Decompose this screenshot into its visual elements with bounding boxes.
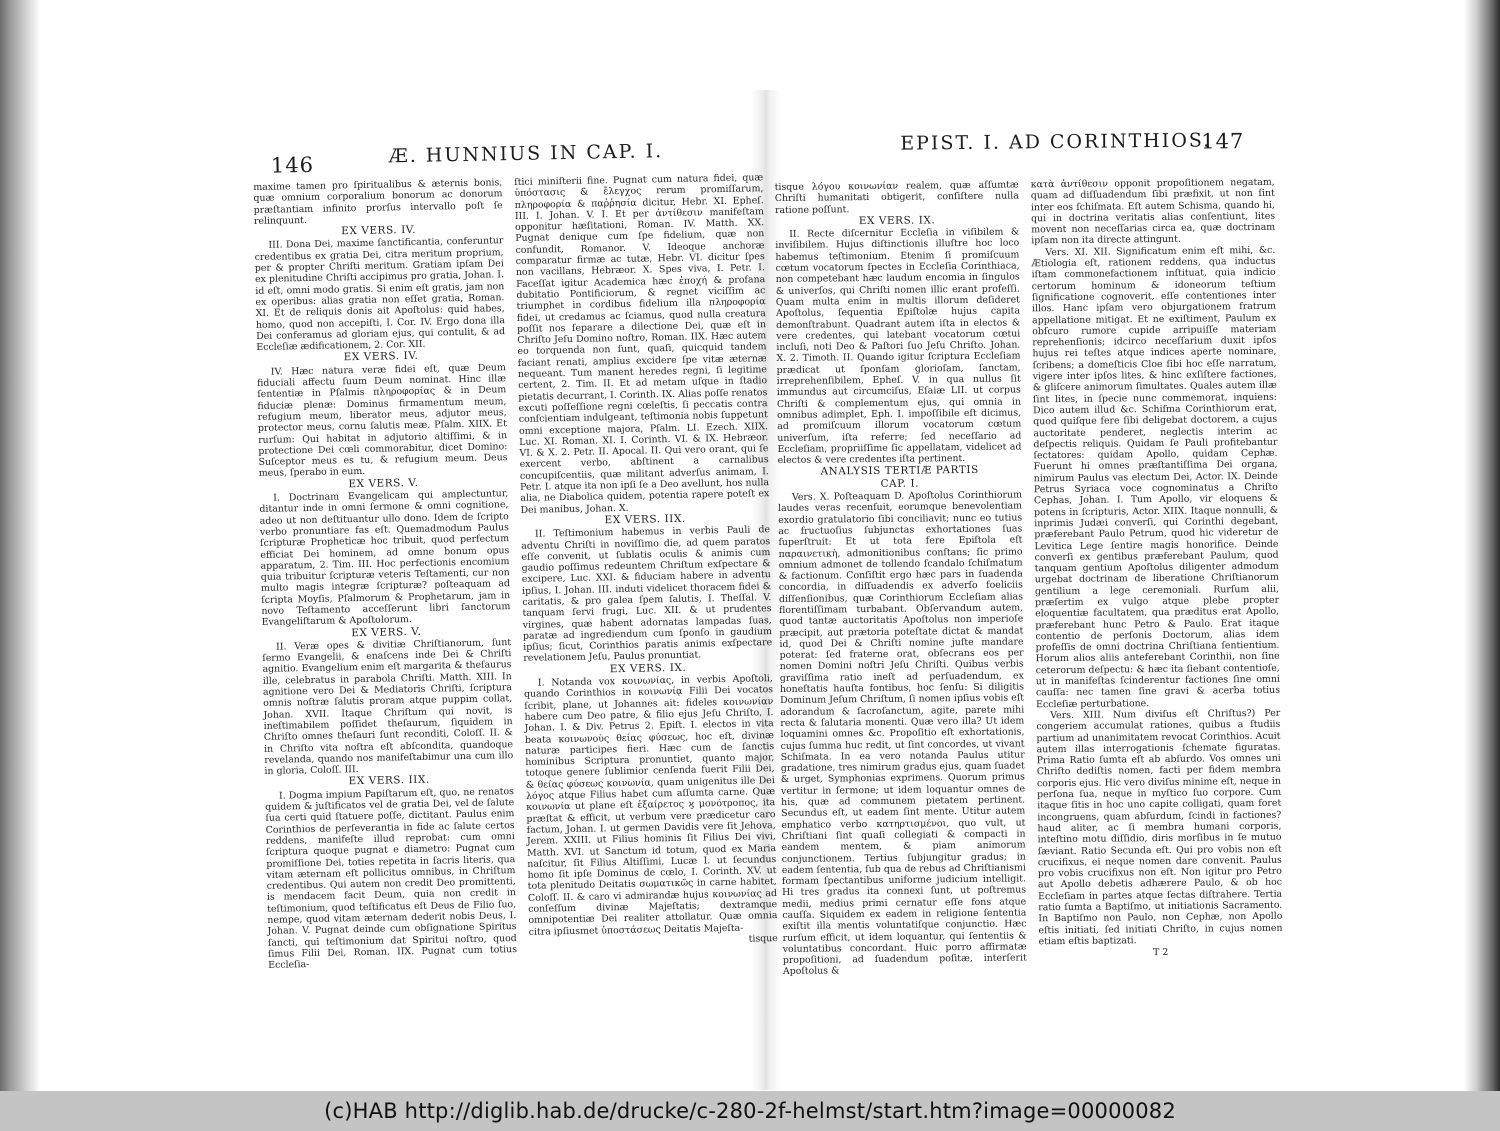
right-page-columns: [775, 177, 1283, 978]
continued-paragraph: ſtici miniſterii fine. Pugnat cum natura fidei, quæ ὑπόστασις & ἔλεγχος rerum promiſſarum, πληροφορία & παῤῥησία dicitur, Hebr. XI. Epheſ. III. I. Johan. V. I. Et per ἀντίθεσιν manifeſtam opponitur hæſitationi, Roman. IV. Matth. XX. Pugnat denique cum ſpe fidelium, quæ non confundit, Romanor. V. Ideoque anchoræ comparatur firmæ ac tutæ, Hebr. VI. dicitur ſpes non vacillans, Hebræor. X. Spes viva, I. Petr. I. Faceſſat igitur Academica hæc ἐποχή & profana dubitatio Pontificiorum, & regnet viciſſim ac triumphet in cordibus fidelium illa πληροφορία fidei, ut credamus ac ſciamus, quod nulla creatura poſſit nos ſeparare a dilectione Dei, quæ eſt in Chriſto Jeſu Domino noſtro, Roman. IIX. Hæc autem eo torquenda non ſunt, quaſi, quicquid tandem faciant renati, amplius excidere ſpe vitæ æternæ nequeant. Tum manent heredes regni, ſi legitime certent, 2. Tim. II. Et ad metam uſque in ſtadio pietatis decurrant, I. Corinth. IX. Alias poſſe renatos excuti poſſeſſione regni cœleſtis, ſi peccatis contra conſcientiam indulgeant, teſtimonia nobis ſuppetunt omni exceptione majora, Pſalm. LI. Ezech. XIIX. Luc. XI. Roman. XI. I. Corinth. VI. & IX. Hebræor. VI. & X. 2. Petr. II. Apocal. II. Qui vero orant, qui ſe exercent verbo, abſtinent a carnalibus concupiſcentiis, quæ militant adverſus animam, I. Petr. I. atque ita non ipſi ſe a Deo avellunt, hos nulla alia, ne Diabolica quidem, potentia rapere poteſt ex Dei manibus, Johan. X.: [514, 172, 770, 516]
book-edge-right: [1464, 0, 1500, 1091]
right-column-1: [775, 179, 1027, 977]
left-page-number: 146: [270, 152, 315, 178]
paragraph: II. Recte diſcernitur Eccleſia in viſibilem & inviſibilem. Hujus diſtinctionis illuſtre hoc loco habemus teſtimonium. Etenim ſi promiſcuum cœtum vocatorum ſpectes in Eccleſia Corinthiaca, non competebant hæc laudum encomia in ſingulos & univerſos, qui Chriſti nomen illic erant profeſſi. Quam multa enim in multis illorum deſideret Apoſtolus, ſequentia Epiſtolæ hujus capita demonſtrabunt. Quadrant autem iſta in electos & vere credentes, qui latebant vocatorum cœtui incluſi, noti Deo & Paſtori ſuo Jeſu Chriſto. Johan. X. 2. Timoth. II. Quando igitur ſcriptura Eccleſiam prædicat ut ſponſam glorioſam, ſanctam, irreprehenſibilem, Epheſ. V. in qua nullus ſit immundus aut circumciſus, Eſaiæ LII. ut corpus Chriſti & complementum ejus, qui omnia in omnibus adimplet, Eph. I. impoſſibile eſt dicimus, ad promiſcuum illorum vocatorum cœtum univerſum, iſta referre; ſed neceſſario ad Eccleſiam, propriiſſime ſic appellatam, videlicet ad electos & vere credentes iſta pertinent.: [775, 226, 1022, 467]
section-heading: ANALYSIS TERTIÆ PARTIS: [820, 464, 979, 478]
paragraph: II. Teſtimonium habemus in verbis Pauli de adventu Chriſti in noviſſimo die, ad quem paratos eſſe convenit, ut ſublatis oculis & animis cum gaudio poſſimus redeuntem Chriſtum exſpectare & excipere, Luc. XXI. & fiduciam habere in adventu ipſius, I. Johan. III. induti videlicet thoracem fidei & caritatis, & pro galea ſpem ſalutis, I. Theſſal. V. tanquam ſervi frugi, Luc. XII. & ut prudentes virgines, quæ habent adornatas lampadas ſuas, paratæ ad ingrediendum cum ſponſo in gaudium ipſius; ſicut, Corinthios paratis animis exſpectare revelationem Jeſu, Paulus pronuntiat.: [521, 524, 773, 665]
paragraph: IV. Hæc natura veræ fidei eſt, quæ Deum fiduciali affectu ſuum Deum nominat. Hinc illæ ſententiæ in Pſalmis πληροφορίας & in Deum fiduciæ plenæ: Dominus firmamentum meum, refugium meum, liberator meus, adjutor meus, protector meus, cornu ſalutis meæ. Pſalm. XIIX. Et rurſum: Qui habitat in adjutorio altiſſimi, & in protectione Dei cœli commorabitur, dicet Domino: Suſceptor meus es tu, & refugium meum. Deus meus, ſperabo in eum.: [256, 361, 508, 480]
right-running-head: [774, 115, 1275, 176]
section-heading: EX VERS. IX.: [609, 661, 687, 675]
paragraph: II. Veræ opes & divitiæ Chriſtianorum, ſunt ſermo Evangelii, & enaſcens inde Dei & Chriſti agnitio. Evangelium enim eſt margarita & theſaurus ille, celebratus in parabola Chriſti. Matth. XIII. In agnitione vero Dei & Mediatoris Chriſti, ſcriptura omnis noſtræ ſalutis proram atque puppim collat, Johan. XVII. Itaque Chriſtum qui novit, is ineſtimabilem poſſidet theſaurum, ſiquidem in Chriſto omnes theſauri ſunt reconditi, Coloſſ. II. & in Chriſto vita noſtra eſt abſcondita, quandoque revelanda, quando nos manifeſtabimur una cum illo in gloria, Coloſſ. III.: [262, 636, 514, 778]
book-edge-left: [0, 0, 40, 1091]
section-heading: CAP. I.: [880, 477, 920, 490]
copyright-footer: [0, 1091, 1500, 1131]
continued-paragraph: κατὰ ἀντίθεσιν opponit propoſitionem negatam, quam ad diſſuadendum ſibi præfixit, ut non ſint inter eos ſchiſmata. Eſt autem Schisma, quando hi, qui in doctrina veritatis alias conſentiunt, lites movent non neceſſarias circa ea, quæ doctrinam ipſam non ita directe attingunt.: [1030, 176, 1276, 247]
right-page: [774, 115, 1284, 1060]
section-heading: EX VERS. IX.: [858, 214, 936, 228]
paragraph: I. Dogma impium Papiſtarum eſt, quo, ne renatos quidem & juſtificatos vel de gratia Dei, vel de ſalute ſua certi quid ſtatuere poſſe, dictitant. Paulus enim Corinthios de perſeverantia in fide ac ſalute certos reddens, manifeſte illud reprobat: cum omni ſcriptura quoque pugnat e diametro: Pugnat cum promiſſione Dei, toties repetita in ſacris literis, qua vitam æternam eſt pollicitus omnibus, in Chriſtum credentibus. Qui autem non credit Deo promittenti, is mendacem facit Deum, quia non credit in teſtimonium, quod teſtificatus eſt Deus de Filio ſuo, nempe, quod vitam æternam dederit nobis Deus, I. Johan. V. Pugnat deinde cum obſignatione Spiritus ſancti, qui teſtimonium dat Spiritui noſtro, quod ſimus Filii Dei, Roman. IIX. Pugnat cum totius Eccleſia-: [265, 785, 518, 972]
section-heading: EX VERS. V.: [348, 476, 419, 490]
paragraph: III. Dona Dei, maxime ſanctificantia, conferuntur credentibus ex gratia Dei, citra meritum proprium, per & propter Chriſti meritum. Gratiam ipſam Dei ex plenitudine Chriſti accipimus pro gratia, Johan. I. id eſt, omni modo gratis. Si enim eſt gratis, jam non ex operibus: alias gratia non eſſet gratia, Roman. XI. Et de reliquis donis ait Apoſtolus: quid habes, homo, quod non accepiſti, I. Cor. IV. Ergo dona illa Dei conferamus ad gloriam ejus, qui contulit, & ad Eccleſiæ ædificationem, 2. Cor. XII.: [254, 235, 506, 354]
left-page-columns: [253, 172, 778, 971]
right-running-title: EPIST. I. AD CORINTHIOS.: [900, 129, 1212, 155]
catchword: tisque: [748, 932, 778, 945]
continued-paragraph: tisque λόγου κοινωνίαν realem, quæ aſſumtæ Chriſti humanitati obtigerit, conſiſtere nulla ratione poſſunt.: [774, 179, 1019, 216]
section-heading: EX VERS. IIX.: [604, 512, 686, 527]
paragraph: Vers. XI. XII. Significatum enim eſt mihi, &c. Ætiologia eſt, rationem reddens, qua inductus iſtam commonefactionem inſtituat, quia indicio certorum hominum & idoneorum teſtium ſignificatione cognoverit, eſſe contentiones inter illos. Hanc ipſam vero objurgationem fratrum appellatione mitigat. Et ne exiſtiment, Paulum ex obſcuro rumore cupide arripuiſſe materiam reprehenſionis; idcirco neceſſarium duxit ipſos hujus rei teſtes atque indices aperte nominare, ſcribens; a domeſticis Cloe ſibi hoc eſſe narratum, vigere inter ipſos lites, & hinc exſiſtere factiones, & gliſcere animorum ſimultates. Quales autem illæ ſint lites, in ſpecie nunc commemorat, inquiens: Dico autem illud &c. Schiſma Corinthiorum erat, quod quiſque fere ſibi deligebat doctorem, a cujus auctoritate penderet, neglectis interim ac deſpectis reliquis. Quidam ſe Pauli profitebantur ſectatores: quidam Apollo, quidam Cephæ. Fuerunt hi omnes præſtantiſſima Dei organa, nimirum Paulus vas electum Dei, Actor. IX. Deinde Petrus Syriaca voce cognominatus a Chriſto Cephas, Johan. I. Tum Apollo, vir eloquens & potens in ſcripturis, Actor. XIIX. Itaque nonnulli, & inprimis Judæi converſi, qui Corinthi degebant, præferebant Paulo Petrum, quod hic videretur de Levitica Lege ſentire magis honorifice. Deinde converſi ex gentibus præferebant Paulum, quod tanquam gentium Apoſtolus diligenter admodum urgebat doctrinam de liberatione Chriſtianorum gentilium a lege ceremoniali. Rurſum alii, præſertim ex vulgo atque plebe propter eloquentiæ facultatem, qua præditus erat Apollo, præferebant hunc Petro & Paulo. Erat itaque contentio de perſonis Doctorum, alias idem profeſſis de omni doctrina Chriſtiana ſentientium. Horum alios aliis anteferebant Corinthii, non ſine ceterorum deſpectu: & hæc ita ſiebant contentioſe, ut in manifeſtas ſcinderentur factiones ſine omni cauſſa: nec tamen ſine gravi & acerba totius Eccleſiæ perturbatione.: [1031, 244, 1281, 710]
left-column-2: [514, 172, 778, 966]
paragraph: Vers. XIII. Num diviſus eſt Chriſtus?) Per congeriem accumulat rationes, quibus a ſtudiis partium ad unanimitatem revocat Corinthios. Acuit autem illas interrogationis ſchemate figuratas. Prima Ratio ſumta eſt ab abſurdo. Vos omnes uni Chriſto dediſtis nomen, facti per fidem membra corporis ejus. Hic vero diviſus minime eſt, neque in perſona ſua, neque in myſtico ſuo corpore. Cum itaque ſitis in hoc uno capite colligati, quam foret incongruens, quam abſurdum, ſcindi in factiones? haud aliter, ac ſi membra humani corporis, inteſtino motu diſſidio, diris morſibus in ſe mutuo ſæviant. Ratio Secunda eſt. Qui pro vobis non eſt crucifixus, ei neque nomen dare convenit. Paulus pro vobis crucifixus non eſt. Non igitur pro Petro aut Apollo debetis adhærere Paulo, & ob hoc Eccleſiam in partes atque ſectas diſtrahere. Tertia ratio ſumta a Baptiſmo, ut initiationis Sacramento. In Baptiſmo non Paulo, non Cephæ, non Apollo eſtis initiati, ſed initiati Chriſto, in cujus nomen etiam eſtis baptizati.: [1036, 707, 1283, 948]
section-heading: EX VERS. IV.: [343, 350, 419, 364]
right-page-number: 147: [1201, 129, 1245, 154]
left-running-title: Æ. HUNNIUS IN CAP. I.: [388, 140, 664, 168]
paragraph: Vers. X. Poſteaquam D. Apoſtolus Corinthiorum laudes veras recenſuit, eorumque benevolentiam exordio gratulatorio ſibi conciliavit; nunc eo tutius ac fructuoſius ſubjunctas exhortationes ſuas ſuperſtruit: Et ut tota fere Epiſtola eſt παραινετικὴ, admonitionibus conſtans; ſic primo omnium admonet de tollendo ſcandalo ſchiſmatum & factionum. Conſiſtit ergo hæc pars in ſuadenda concordia, in diſſuadendis ex adverſo foeliciis diſſenſionibus, quæ Corinthiorum Eccleſiam alias florentiſſimam turbabant. Obſervandum autem, quod tantæ auctoritatis Apoſtolus non imperioſe præcipit, aut prætoria poteſtate dictat & mandat id, quod Dei & Chriſti nomine juſte mandare poterat: ſed fraterne orat, obſecrans eos per nomen Domini noſtri Jeſu Chriſti. Quibus verbis graviſſima ratio ineſt ad perſuadendum, ex honeſtatis hauſta fontibus, hoc ſenſu: Si diligitis Dominum Jeſum Chriſtum, ſi nomen ipſius vobis eſt adorandum & ſacroſanctum, agite, parete mihi recta & ſalutaria monenti. Quæ vero illa? Ut idem loquamini omnes &c. Propoſitio eſt exhortationis, cujus ſumma huc redit, ut ſint concordes, ut vivant Schiſmata. In ea vero notanda Paulus utitur gradatione, tres nimirum gradus ejus, quam ſuadet & urget, Symphonias exprimens. Quorum primus vertitur in ſermone; ut idem loquantur omnes de his, quæ ad communem pietatem pertinent. Secundus eſt, ut eadem ſint mente. Utitur autem emphatico verbo κατηρτισμένοι, quo vult, ut Chriſtiani ſint quaſi collegiati & compacti in eandem mentem, & piam animorum conjunctionem. Tertius ſubjungitur gradus; in eadem ſententia, ſub qua de rebus ad Chriſtianismi formam ſpectantibus uniforme judicium intelligit. Hi tres gradus ita connexi ſunt, ut poſtremus medii, medius primi cernatur eſſe fons atque cauſſa. Siquidem ex eadem in religione ſententia exiſtit illa mentis voluntatiſque conjunctio. Hæc rurſum efficit, ut idem loquantur, qui ſententiis & voluntatibus concordant. Huic porro affirmatæ propoſitioni, ad ſuadendum poſitæ, interſerit Apoſtolus &: [778, 489, 1027, 978]
left-column-1: [253, 177, 517, 971]
section-heading: EX VERS. IV.: [341, 224, 417, 238]
continued-paragraph: maxime tamen pro ſpiritualibus & æternis bonis, quæ omnium corporalium bonorum ac donorum præſtantiam infinito prorſus intervallo poſt ſe relinquunt.: [253, 177, 503, 227]
footer-credit-text: (c)HAB http://diglib.hab.de/drucke/c-280-2f-helmst/start.htm?image=00000082: [324, 1099, 1176, 1123]
left-running-head: [252, 110, 763, 176]
section-heading: EX VERS. V.: [351, 625, 422, 639]
right-column-2: [1031, 177, 1283, 975]
signature-mark: T 2: [1153, 947, 1169, 959]
paragraph: I. Doctrinam Evangelicam qui amplectuntur, ditantur inde in omni ſermone & omni cognitione, adeo ut non deſtituantur ullo dono. Idem de ſcripto verbo pronuntiare fas eſt. Quemadmodum Paulus ſcripturæ Propheticæ hoc tribuit, quod perfectum efficiat Dei hominem, ad omne bonum opus apparatum, 2. Tim. III. Hoc perfectionis encomium quia tribuitur ſcripturæ veteris Teſtamenti, cur non multo magis integræ ſcripturæ? poſteaquam ad ſcripta Moyſis, Pſalmorum & Prophetarum, jam in novo Teſtamento acceſſerunt libri ſanctorum Evangeliſtarum & Apoſtolorum.: [259, 488, 511, 629]
paragraph: I. Notanda vox κοινωνίας, in verbis Apoſtoli, quando Corinthios in κοινωνίᾳ Filii Dei vocatos ſcribit, plane, ut Johannes ait: fideles κοινωνίαν habere cum Deo patre, & filio ejus Jeſu Chriſto, I. Johan. I. & Div. Petrus 2. Epiſt. I. electos in vita beata κοινωνοὺς θείας φύσεως, hoc eſt, divinæ naturæ participes fieri. Hæc cum de ſanctis hominibus Scriptura pronuntiet, quanto major, totoque genere ſublimior cenſenda fuerit Filii Dei, & θείας φύσεως κοινωνία, quam unigenitus ille Dei λόγος atque Filius habet cum aſſumta carne. Quæ κοινωνία ut plane eſt ἐξαίρετος ϗ μονότροπος, ita præſtat & efficit, ut verbum vere prædicetur caro factum, Johan. I. ut germen Davidis vere ſit Jehova, Jerem. XXIII. ut Filius hominis ſit Filius Dei vivi, Matth. XVI. ut Sanctum id totum, quod ex Maria naſcitur, ſit Filius Altiſſimi, Lucæ I. ut ſecundus homo ſit ipſe Dominus de cœlo, I. Corinth. XV. ut tota plenitudo Deitatis σωματικῶς in carne habitet, Coloſſ. II. & caro vi admirandæ hujus κοινωνίας ad conſeſſum divinæ Majeſtatis; dextramque omnipotentiæ Dei realiter attollatur. Quæ omnia citra ipſiusmet ὑποστάσεως Deitatis Majeſta-: [523, 673, 778, 938]
section-heading: EX VERS. IIX.: [348, 774, 430, 788]
left-page: [252, 110, 780, 1060]
